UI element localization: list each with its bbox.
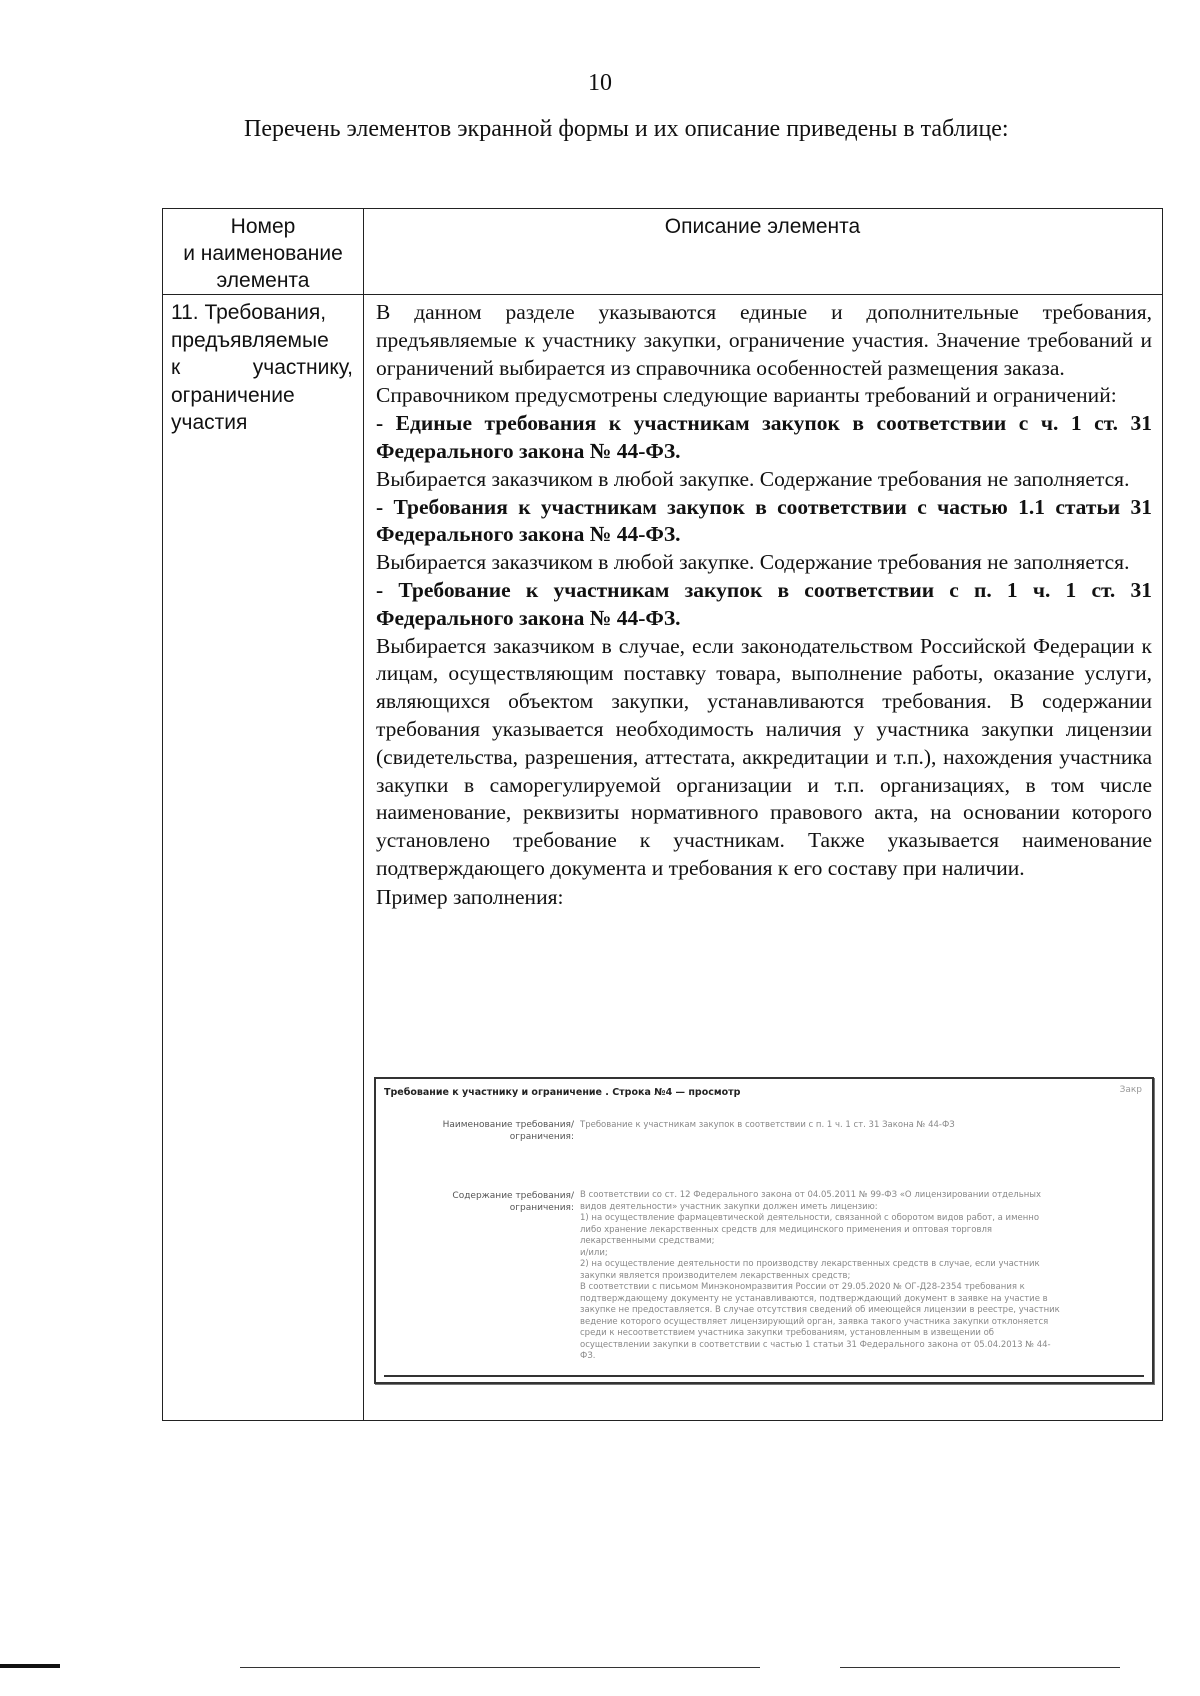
option-title: - Требование к участникам закупок в соответствии с п. 1 ч. 1 ст. 31 Федерального закона № 44-ФЗ. (376, 577, 1152, 630)
footer-line (840, 1667, 1120, 1668)
option-text: Выбирается заказчиком в случае, если законодательством Российской Федерации к лицам, осуществляющим поставку товара, выполнение работы, оказание услуги, являющихся объектом закупки, устанавливаются требования. В содержании требования указывается необходимость наличия у участника закупки лицензии (свидетельства, разрешения, аттестата, аккредитации и т.п.), нахождения участника закупки в саморегулируемой организации и т.п. организациях, в том числе наименование, реквизиты нормативного правового акта, на основании которого установлено требование к участникам. Также указывается наименование подтверждающего документа и требования к его составу при наличии. (376, 633, 1152, 880)
option-text: Выбирается заказчиком в любой закупке. Содержание требования не заполняется. (376, 466, 1130, 491)
screenshot-close-button: Закр (1119, 1085, 1142, 1095)
column-divider (363, 209, 364, 1420)
example-screenshot (374, 1077, 1154, 1384)
left-line-justified: к участнику, (171, 356, 353, 379)
header-description: Описание элемента (664, 215, 861, 238)
header-divider (163, 294, 1162, 295)
element-description-cell (376, 299, 1152, 912)
option-title: - Требования к участникам закупок в соответствии с частью 1.1 статьи 31 Федерального закона № 44-ФЗ. (376, 494, 1152, 547)
footer-line (240, 1667, 760, 1668)
screenshot-name-value: Требование к участникам закупок в соответствии с п. 1 ч. 1 ст. 31 Закона № 44-ФЗ (580, 1120, 955, 1130)
intro-paragraph: Перечень элементов экранной формы и их описание приведены в таблице: (244, 116, 1009, 142)
description-table (162, 208, 1163, 1421)
option-text: Выбирается заказчиком в любой закупке. Содержание требования не заполняется. (376, 550, 1130, 575)
screenshot-bottom-border (384, 1375, 1144, 1377)
element-name-cell: 11. Требования, предъявляемые к участнику, ограничение участия (171, 301, 353, 434)
example-label: Пример заполнения: (376, 884, 564, 909)
page-number: 10 (588, 70, 612, 96)
description-paragraph: В данном разделе указываются единые и дополнительные требования, предъявляемые к участнику закупки, ограничение участия. Значение требований и ограничений выбирается из справочника особенностей размещения заказа. (376, 300, 1152, 380)
scan-artifact (0, 1664, 60, 1668)
option-title: - Единые требования к участникам закупок в соответствии с ч. 1 ст. 31 Федерального закона № 44-ФЗ. (376, 411, 1152, 463)
screenshot-name-label: Наименование требования/ ограничения: (442, 1120, 574, 1142)
description-paragraph: Справочником предусмотрены следующие варианты требований и ограничений: (376, 383, 1117, 408)
screenshot-content-value: В соответствии со ст. 12 Федерального закона от 04.05.2011 № 99-ФЗ «О лицензировании отдельных видов деятельности» участник закупки должен иметь лицензию: 1) на осуществление фармацевтической деятельности, связанной с оборотом видов работ, а именно либо хранение лекарственных средств для медицинского применения и оптовая торговля лекарственными средствами; и/или; 2) на осуществление деятельности по производству лекарственных средств в случае, если участник закупки является производителем лекарственных средств; В соответствии с письмом Минэкономразвития России от 29.05.2020 № ОГ-Д28-2354 требования к подтверждающему документу не устанавливаются, подтверждающий документ в заявке на участие в закупке не предоставляется. В случае отсутствия сведений об имеющейся лицензии в реестре, участник ведение которого осуществляет лицензирующий орган, заявка такого участника закупки отклоняется среди к несоответствием участника закупки требованиям, установленным в извещении об осуществлении закупки в соответствии с частью 1 статьи 31 Федерального закона от 05.04.2013 № 44- ФЗ. (580, 1190, 1060, 1361)
header-number-and-name: Номер и наименование элемента (183, 215, 343, 292)
screenshot-title: Требование к участнику и ограничение . Строка №4 — просмотр (384, 1087, 741, 1098)
screenshot-content-label: Содержание требования/ ограничения: (452, 1191, 574, 1213)
